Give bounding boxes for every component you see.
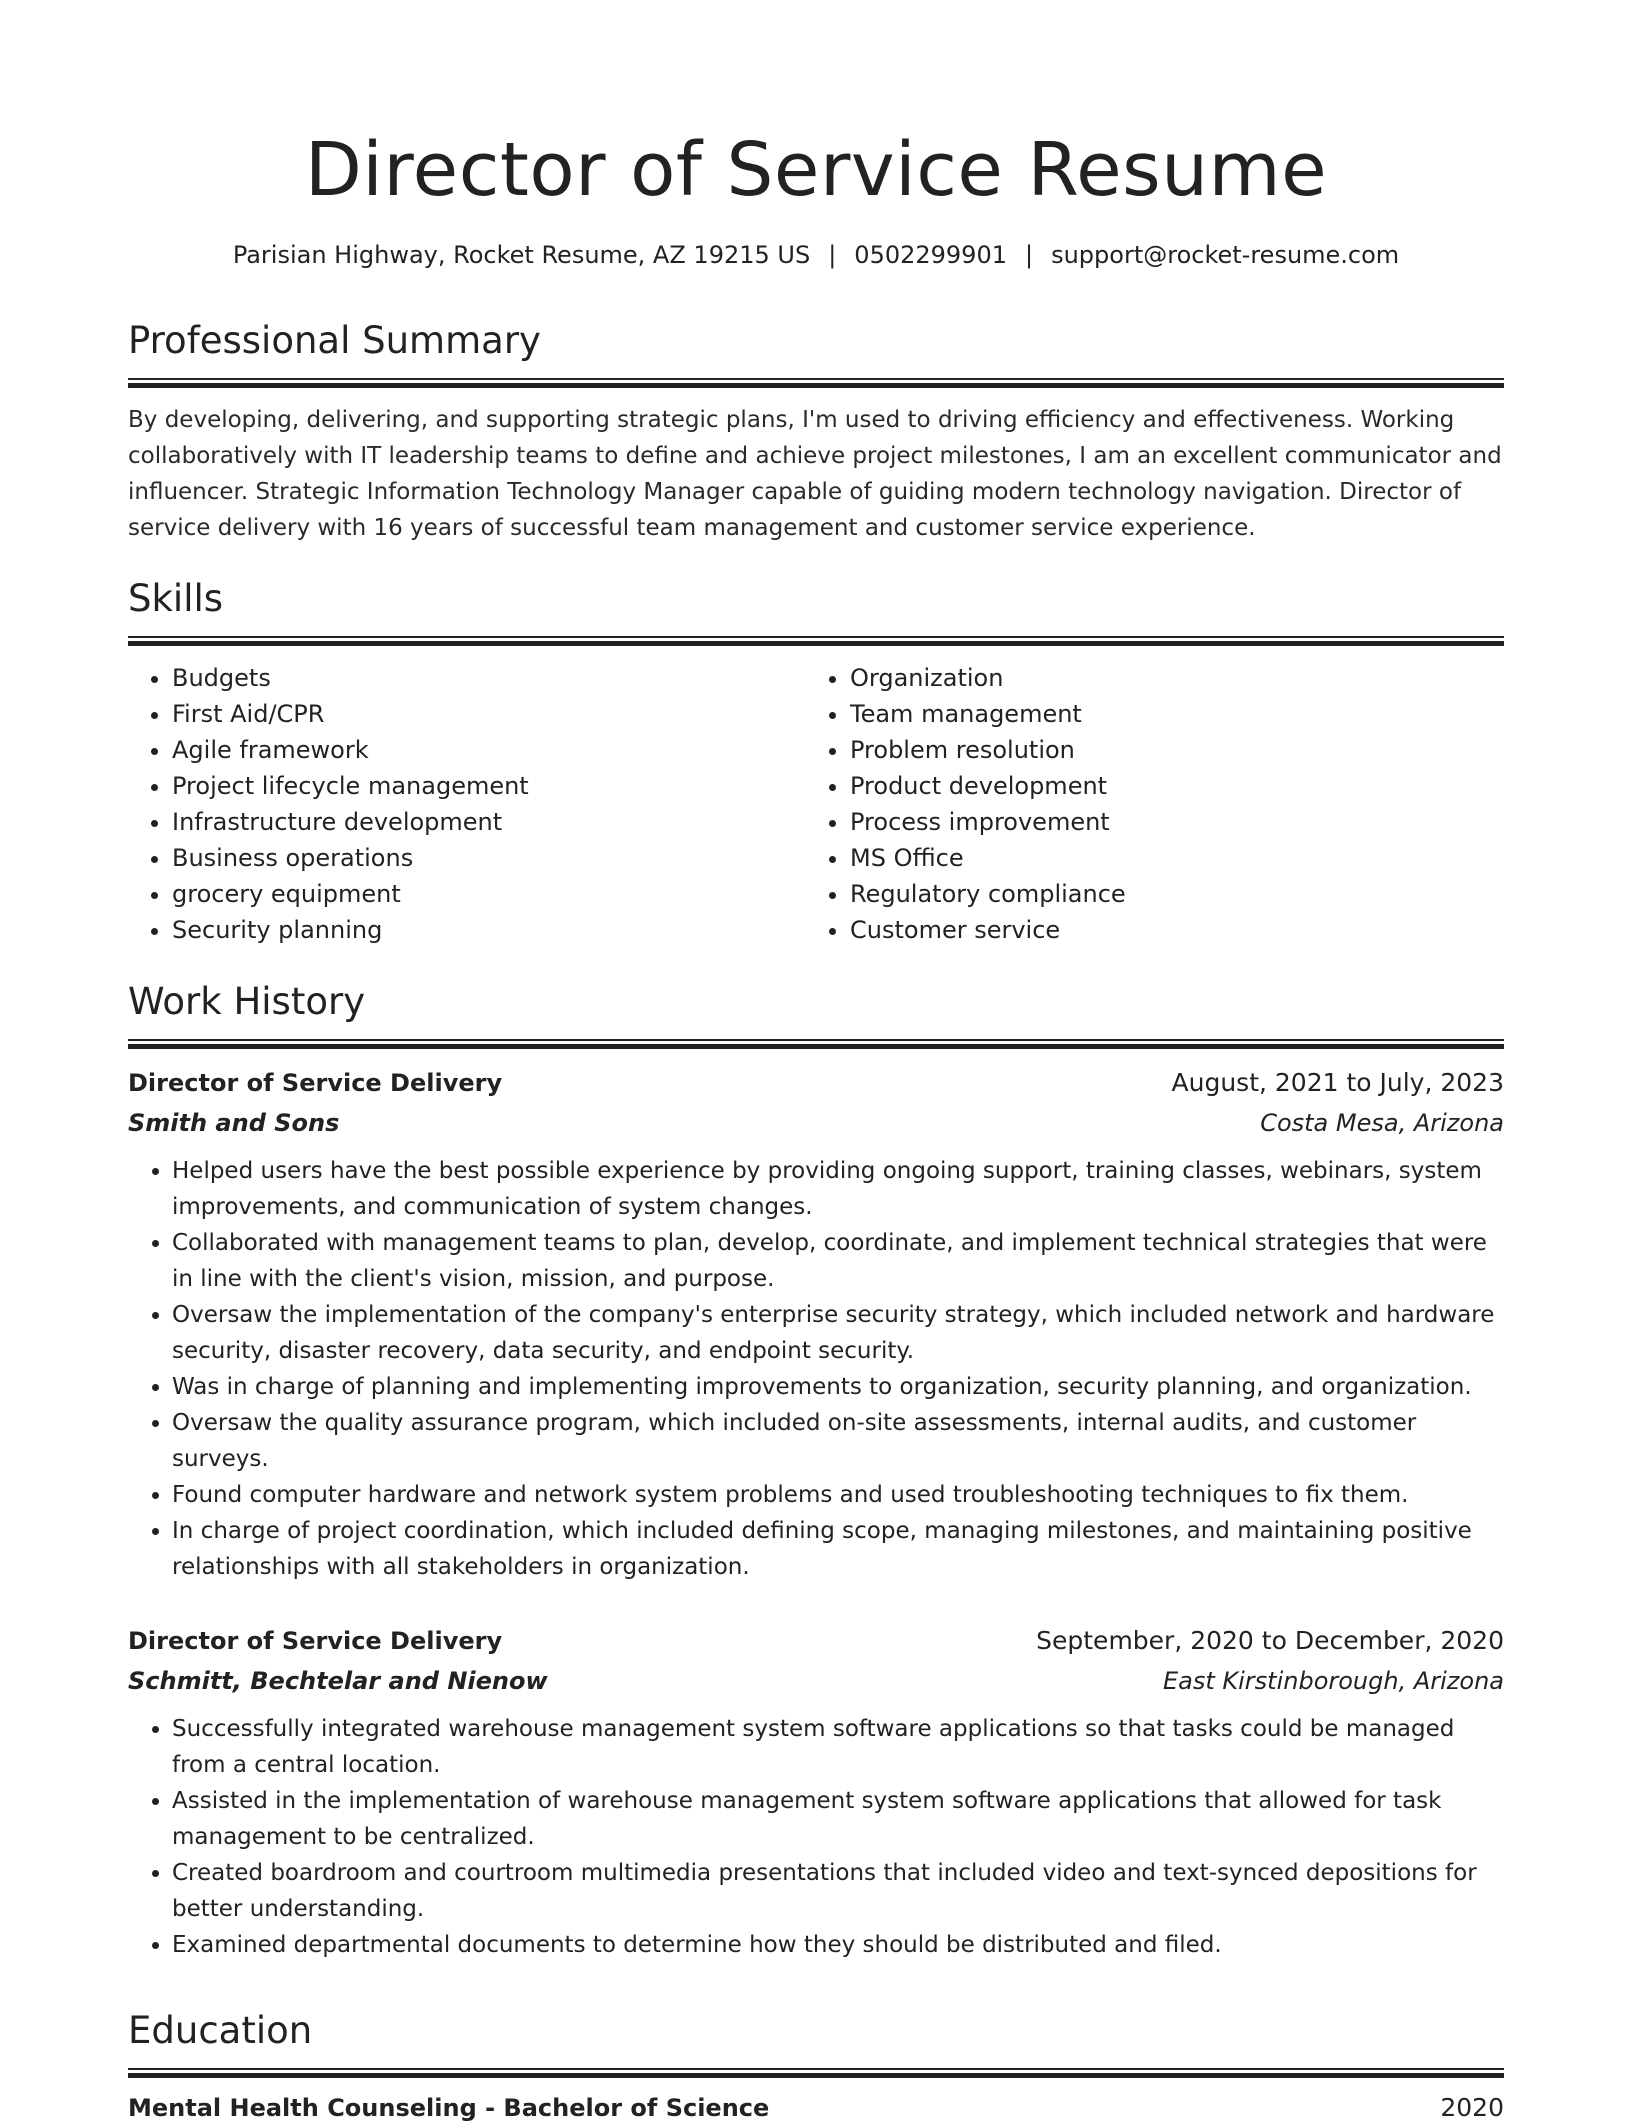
job-bullet: • Oversaw the implementation of the company's enterprise security strategy, which included network and hardware security, disaster recovery, data security, and endpoint security. bbox=[172, 1297, 1504, 1369]
skill-item: • Organization bbox=[850, 660, 1484, 696]
job-entry bbox=[128, 1621, 1504, 1963]
skill-item: • Budgets bbox=[172, 660, 806, 696]
skills-list-left bbox=[128, 660, 806, 948]
skill-item: • Process improvement bbox=[850, 804, 1484, 840]
job-bullet: • In charge of project coordination, which included defining scope, managing milestones, and maintaining positive relationships with all stakeholders in organization. bbox=[172, 1513, 1504, 1585]
job-title: Director of Service Delivery bbox=[128, 1627, 503, 1655]
job-entry bbox=[128, 1063, 1504, 1585]
skills-list-right bbox=[806, 660, 1484, 948]
education-row bbox=[128, 2088, 1504, 2128]
section-divider bbox=[128, 1039, 1504, 1049]
contact-separator: | bbox=[828, 241, 837, 269]
work-history-section bbox=[128, 977, 1504, 1963]
job-bullet: • Found computer hardware and network system problems and used troubleshooting techniques to fix them. bbox=[172, 1477, 1504, 1513]
skill-item: • Team management bbox=[850, 696, 1484, 732]
skills-section bbox=[128, 574, 1504, 948]
skill-item: • MS Office bbox=[850, 840, 1484, 876]
education-section bbox=[128, 2006, 1504, 2128]
job-dates: September, 2020 to December, 2020 bbox=[1036, 1626, 1504, 1655]
contact-address: Parisian Highway, Rocket Resume, AZ 19215 US bbox=[232, 241, 811, 269]
contact-line bbox=[128, 238, 1504, 272]
job-bullet: • Created boardroom and courtroom multimedia presentations that included video and text-synced depositions for better understanding. bbox=[172, 1855, 1504, 1927]
summary-heading: Professional Summary bbox=[128, 319, 541, 362]
job-company: Schmitt, Bechtelar and Nienow bbox=[128, 1667, 548, 1695]
job-location: Costa Mesa, Arizona bbox=[1260, 1109, 1504, 1137]
skill-item: • First Aid/CPR bbox=[172, 696, 806, 732]
summary-text: By developing, delivering, and supporting strategic plans, I'm used to driving efficiency and effectiveness. Working collaboratively with IT leadership teams to define and achieve project milestones, I am an excellent communicator and influencer. Strategic Information Technology Manager capable of guiding modern technology navigation. Director of service delivery with 16 years of successful team management and customer service experience. bbox=[128, 407, 1502, 541]
job-company-row bbox=[128, 1103, 1504, 1143]
skill-item: • Customer service bbox=[850, 912, 1484, 948]
job-bullet: • Collaborated with management teams to plan, develop, coordinate, and implement technical strategies that were in line with the client's vision, mission, and purpose. bbox=[172, 1225, 1504, 1297]
education-degree: Mental Health Counseling - Bachelor of Science bbox=[128, 2094, 770, 2122]
job-bullet: • Helped users have the best possible experience by providing ongoing support, training classes, webinars, system improvements, and communication of system changes. bbox=[172, 1153, 1504, 1225]
summary-section bbox=[128, 316, 1504, 546]
skill-item: • Agile framework bbox=[172, 732, 806, 768]
skills-heading: Skills bbox=[128, 577, 224, 620]
skill-item: • Regulatory compliance bbox=[850, 876, 1484, 912]
work-history-heading: Work History bbox=[128, 980, 366, 1023]
section-divider bbox=[128, 2068, 1504, 2078]
job-bullet: • Successfully integrated warehouse management system software applications so that tasks could be managed from a central location. bbox=[172, 1711, 1504, 1783]
job-bullets bbox=[128, 1153, 1504, 1585]
skill-item: • Security planning bbox=[172, 912, 806, 948]
education-heading: Education bbox=[128, 2009, 313, 2052]
job-bullet: • Oversaw the quality assurance program, which included on-site assessments, internal audits, and customer surveys. bbox=[172, 1405, 1504, 1477]
section-divider bbox=[128, 378, 1504, 388]
job-bullets bbox=[128, 1711, 1504, 1963]
job-title: Director of Service Delivery bbox=[128, 1069, 503, 1097]
job-dates: August, 2021 to July, 2023 bbox=[1171, 1068, 1504, 1097]
job-header-row bbox=[128, 1621, 1504, 1661]
section-divider bbox=[128, 636, 1504, 646]
skill-item: • Problem resolution bbox=[850, 732, 1484, 768]
job-company: Smith and Sons bbox=[128, 1109, 340, 1137]
job-bullet: • Assisted in the implementation of warehouse management system software applications that allowed for task management to be centralized. bbox=[172, 1783, 1504, 1855]
contact-phone: 0502299901 bbox=[854, 241, 1007, 269]
skill-item: • Business operations bbox=[172, 840, 806, 876]
skill-item: • Product development bbox=[850, 768, 1484, 804]
resume-title: Director of Service Resume bbox=[304, 127, 1328, 213]
skills-columns bbox=[128, 660, 1504, 948]
contact-email: support@rocket-resume.com bbox=[1051, 241, 1400, 269]
job-bullet: • Was in charge of planning and implementing improvements to organization, security planning, and organization. bbox=[172, 1369, 1504, 1405]
skill-item: • Project lifecycle management bbox=[172, 768, 806, 804]
skill-item: • grocery equipment bbox=[172, 876, 806, 912]
education-year: 2020 bbox=[1440, 2093, 1504, 2122]
job-bullet: • Examined departmental documents to determine how they should be distributed and filed. bbox=[172, 1927, 1504, 1963]
skill-item: • Infrastructure development bbox=[172, 804, 806, 840]
contact-separator: | bbox=[1025, 241, 1034, 269]
job-header-row bbox=[128, 1063, 1504, 1103]
job-company-row bbox=[128, 1661, 1504, 1701]
job-location: East Kirstinborough, Arizona bbox=[1162, 1667, 1504, 1695]
